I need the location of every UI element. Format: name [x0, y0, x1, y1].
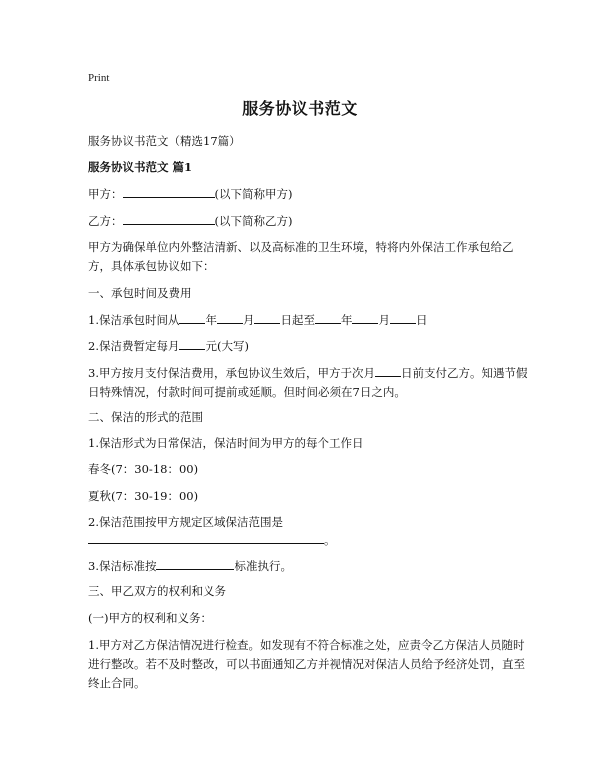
- cleaning-standard-line: [88, 557, 528, 576]
- cleaning-area-blank: [88, 531, 324, 544]
- spring-winter-hours: 春冬(7：30-18：00): [88, 462, 199, 476]
- contract-period-prefix: 1.保洁承包时间从: [88, 313, 180, 327]
- cleaning-area-end: 。: [324, 533, 336, 547]
- party-a-rights-heading: (一)甲方的权利和义务：: [88, 611, 212, 625]
- cleaning-standard-prefix: 3.保洁标准按: [88, 559, 157, 573]
- start-day-blank: [254, 311, 280, 324]
- party-b-line: [88, 212, 528, 231]
- day-from-label: 日起至: [280, 313, 315, 327]
- cleaning-standard-suffix: 标准执行。: [234, 559, 292, 573]
- party-b-label: 乙方：: [88, 214, 123, 228]
- payment-terms-prefix: 3.甲方按月支付保洁费用，承包协议生效后，甲方于次月: [88, 366, 375, 380]
- party-a-blank: [123, 185, 215, 198]
- print-link[interactable]: Print: [88, 72, 110, 84]
- document-title: 服务协议书范文: [242, 99, 358, 118]
- summer-autumn-hours: 夏秋(7：30-19：00): [88, 489, 199, 503]
- payment-day-blank: [375, 364, 401, 377]
- year-label: 年: [205, 313, 217, 327]
- cleaning-area-line: 2.保洁范围按甲方规定区域保洁范围是: [88, 515, 283, 529]
- payment-terms-paragraph: [88, 364, 528, 402]
- cleaning-area-blank-line: [88, 531, 528, 550]
- end-day-blank: [390, 311, 416, 324]
- monthly-fee-suffix: 元(大写): [205, 339, 249, 353]
- monthly-fee-line: [88, 337, 528, 356]
- heading-rights-obligations: 三、甲乙双方的权利和义务: [88, 584, 226, 598]
- party-b-suffix: (以下简称乙方): [214, 214, 293, 228]
- document-subtitle: 服务协议书范文（精选17篇）: [88, 134, 241, 148]
- party-a-line: [88, 185, 528, 204]
- payment-terms-suffix: 日前支付乙方。知遇节假日特殊情况，付款时间可提前或延顺。但时间必须在7日之内。: [88, 366, 528, 399]
- section-heading: 服务协议书范文 篇1: [88, 160, 193, 174]
- heading-cleaning-scope: 二、保洁的形式的范围: [88, 410, 203, 424]
- monthly-fee-prefix: 2.保洁费暂定每月: [88, 339, 180, 353]
- monthly-fee-blank: [179, 337, 205, 350]
- party-b-blank: [123, 212, 215, 225]
- end-year-blank: [315, 311, 341, 324]
- month-label-2: 月: [378, 313, 390, 327]
- year-label-2: 年: [340, 313, 353, 327]
- contract-period-line: [88, 311, 528, 330]
- inspection-paragraph: 1.甲方对乙方保洁情况进行检查。如发现有不符合标准之处，应责令乙方保洁人员随时进行整改。若不及时整改，可以书面通知乙方并视情况对保洁人员给予经济处罚，直至终止合同。: [88, 638, 525, 690]
- party-a-suffix: (以下简称甲方): [214, 187, 293, 201]
- intro-paragraph: 甲方为确保单位内外整洁清新、以及高标准的卫生环境，特将内外保洁工作承包给乙方，具体承包协议如下：: [88, 240, 514, 273]
- cleaning-form-line: 1.保洁形式为日常保洁，保洁时间为甲方的每个工作日: [88, 436, 364, 450]
- start-year-blank: [179, 311, 205, 324]
- day-end-label: 日: [415, 313, 428, 327]
- party-a-label: 甲方：: [88, 187, 123, 201]
- end-month-blank: [352, 311, 378, 324]
- heading-contract-time-fee: 一、承包时间及费用: [88, 286, 192, 300]
- month-label: 月: [242, 313, 255, 327]
- cleaning-standard-blank: [156, 557, 234, 570]
- start-month-blank: [217, 311, 243, 324]
